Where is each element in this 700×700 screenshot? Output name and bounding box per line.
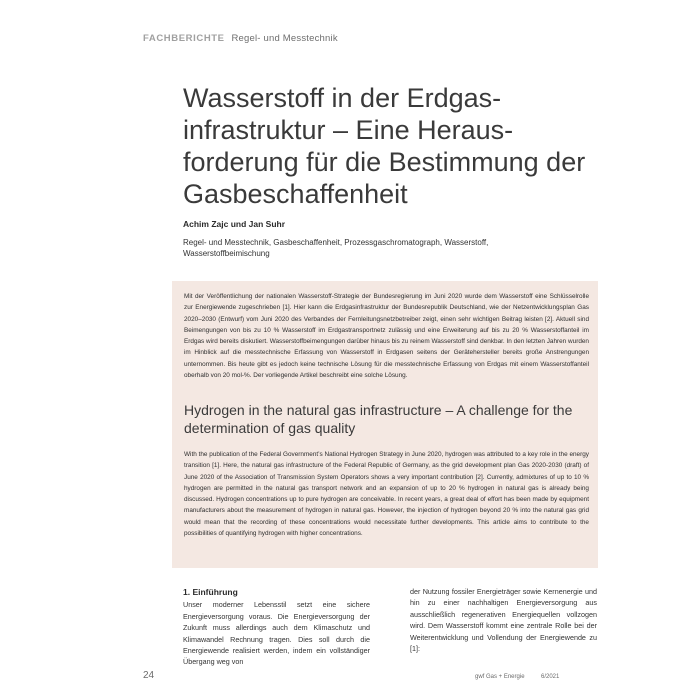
page-number: 24 bbox=[143, 670, 155, 681]
header-section: FACHBERICHTE bbox=[143, 33, 225, 44]
journal-issue: 6/2021 bbox=[541, 674, 560, 680]
article-title: Wasserstoff in der Erdgas-infrastruktur – Eine Heraus-forderung für die Bestimmung der Gasbeschaffenheit bbox=[183, 83, 586, 209]
abstract-german: Mit der Veröffentlichung der nationalen Wasserstoff-Strategie der Bundesregierung im Juni 2020 wurde dem Wasserstoff eine Schlüsselrolle zur Energiewende zugeschrieben [1]. Hier kann die Erdgasinfrastruktur der Bundesrepublik Deutschland, wie der Netzentwicklungsplan Gas 2020–2030 (Entwurf) vom Juni 2020 des Verbandes der Fernleitungsnetzbetreiber zeigt, einen sehr wichtigen Beitrag leisten [2]. Aktuell sind Beimengungen von bis zu 10 % Wasserstoff im Erdgastransportnetz zulässig und eine Erweiterung auf bis zu 20 % Wasserstoffanteil im Erdgas wird bereits diskutiert. Wasserstoffbeimengungen darüber hinaus bis zu reinem Wasserstoff sind denkbar. In den letzten Jahren wurden im Hinblick auf die messtechnische Erfassung von Wasserstoff in Erdgasen seitens der Gerätehersteller bereits große Anstrengungen unternommen. Bis heute gibt es jedoch keine technische Lösung für die messtechnische Erfassung von Erdgas mit einem Wasserstoffanteil oberhalb von 20 mol-%. Der vorliegende Artikel beschreibt eine solche Lösung. bbox=[184, 293, 589, 380]
body-text-left: Unser moderner Lebensstil setzt eine sichere Energieversorgung voraus. Die Energieversorgung der Zukunft muss allerdings auch dem Klimaschutz und Klimawandel Rechnung tragen. Dies soll durch die Energiewende realisiert werden, indem ein vollständiger Übergang weg von bbox=[183, 600, 370, 667]
section-heading: 1. Einführung bbox=[183, 587, 238, 597]
english-title: Hydrogen in the natural gas infrastructure – A challenge for the determination of gas quality bbox=[184, 402, 573, 436]
authors: Achim Zajc und Jan Suhr bbox=[183, 219, 286, 229]
body-text-right: der Nutzung fossiler Energieträger sowie Kernenergie und hin zu einer nachhaltigen Energieversorgung aus ausschließlich regenerativen Energiequellen vollzogen wird. Dem Wasserstoff kommt eine zentrale Rolle bei der Weiterentwicklung und Vollendung der Energiewende zu [1]: bbox=[410, 587, 597, 654]
keywords: Regel- und Messtechnik, Gasbeschaffenheit, Prozessgaschromatograph, Wasserstoff, Wasserstoffbeimischung bbox=[183, 238, 489, 258]
running-header bbox=[143, 33, 338, 44]
header-subsection: Regel- und Messtechnik bbox=[231, 33, 338, 44]
body-column-right bbox=[410, 586, 597, 654]
abstract-english: With the publication of the Federal Government’s National Hydrogen Strategy in June 2020, hydrogen was attributed to a key role in the energy transition [1]. Here, the natural gas infrastructure of the Federal Republic of Germany, as the grid development plan Gas 2020-2030 (draft) of June 2020 of the Association of Transmission System Operators shows a very important contribution [2]. Currently, admixtures of up to 10 % hydrogen are permitted in the natural gas transport network and an expansion of up to 20 % hydrogen in natural gas is already being discussed. Hydrogen concentrations up to pure hydrogen are conceivable. In recent years, a great deal of effort has been made by equipment manufacturers about the measurement of hydrogen in natural gas. However, the injection of hydrogen beyond 20 % into the natural gas grid would mean that the recording of these concentrations would necessitate further developments. This article aims to contribute to the possibilities of quantifying hydrogen with higher concentrations. bbox=[184, 451, 589, 538]
journal-name: gwf Gas + Energie bbox=[475, 674, 525, 680]
body-column-left bbox=[183, 587, 370, 668]
